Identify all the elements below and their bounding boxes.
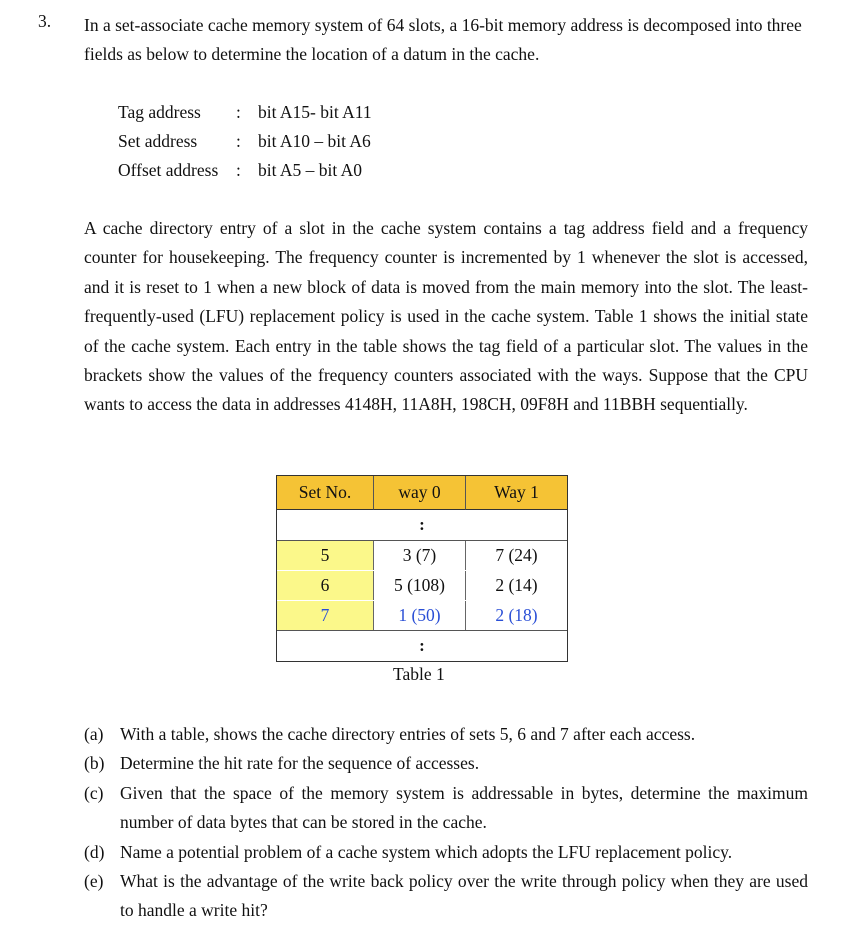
description-paragraph: A cache directory entry of a slot in the cache system contains a tag address field and a frequency counter for housekeeping. The frequency counter is incremented by 1 whenever the slot is accessed, and it is reset to 1 when a new block of data is moved from the main memory into the slot. The least-frequently-used (LFU) replacement policy is used in the cache system. Table 1 shows the initial state of the cache system. Each entry in the table shows the tag field of a particular slot. The values in the brackets show the values of the frequency counters associated with the ways. Suppose that the CPU wants to access the data in addresses 4148H, 11A8H, 198CH, 09F8H and 11BBH sequentially.	[84, 218, 808, 415]
sub-question-d	[84, 838, 808, 867]
question-intro: In a set-associate cache memory system of 64 slots, a 16-bit memory address is decomposed into three fields as below to determine the location of a datum in the cache.	[84, 15, 802, 64]
field-colon: :	[236, 131, 241, 151]
sub-question-label: (a)	[84, 724, 104, 744]
sub-question-text: What is the advantage of the write back policy over the write through policy when they are used to handle a write hit?	[120, 871, 808, 921]
ellipsis-bottom: :	[419, 636, 425, 655]
sub-question-label: (c)	[84, 782, 104, 803]
sub-questions	[84, 720, 808, 926]
ellipsis-top: :	[419, 515, 425, 534]
field-label: Offset address	[118, 160, 219, 180]
field-value: bit A15- bit A11	[258, 102, 372, 122]
sub-question-text: Given that the space of the memory system is addressable in bytes, determine the maximum number of data bytes that can be stored in the cache.	[120, 782, 808, 833]
table-caption: Table 1	[393, 664, 445, 684]
way0-cell: 1 (50)	[374, 601, 466, 630]
way0-cell: 5 (108)	[374, 571, 466, 600]
field-value: bit A10 – bit A6	[258, 131, 371, 151]
field-label: Tag address	[118, 102, 201, 122]
way0-cell: 3 (7)	[374, 541, 466, 570]
set-cell: 6	[277, 571, 374, 600]
sub-question-text: With a table, shows the cache directory entries of sets 5, 6 and 7 after each access.	[120, 724, 696, 744]
way1-cell: 2 (14)	[495, 575, 538, 595]
field-colon: :	[236, 160, 241, 180]
sub-question-text: Name a potential problem of a cache system which adopts the LFU replacement policy.	[120, 841, 733, 862]
header-way1: Way 1	[466, 476, 567, 510]
sub-question-e	[84, 867, 808, 926]
way1-cell: 2 (18)	[495, 605, 538, 625]
sub-question-a	[84, 720, 808, 749]
field-offset	[118, 156, 372, 185]
sub-question-b	[84, 749, 808, 778]
sub-question-text: Determine the hit rate for the sequence of accesses.	[120, 753, 480, 774]
sub-question-label: (b)	[84, 753, 105, 774]
address-fields	[118, 98, 372, 185]
set-cell: 5	[277, 541, 374, 570]
field-colon: :	[236, 102, 241, 122]
field-value: bit A5 – bit A0	[258, 160, 363, 180]
field-label: Set address	[118, 131, 198, 151]
question-number: 3.	[38, 11, 52, 31]
header-set-no: Set No.	[277, 476, 374, 510]
sub-question-label: (d)	[84, 841, 105, 862]
header-way0: way 0	[374, 476, 466, 510]
sub-question-c	[84, 779, 808, 838]
field-tag	[118, 98, 372, 127]
field-set	[118, 127, 372, 156]
set-cell: 7	[277, 601, 374, 630]
cache-table	[276, 475, 568, 662]
sub-question-label: (e)	[84, 871, 104, 892]
way1-cell: 7 (24)	[495, 545, 538, 565]
